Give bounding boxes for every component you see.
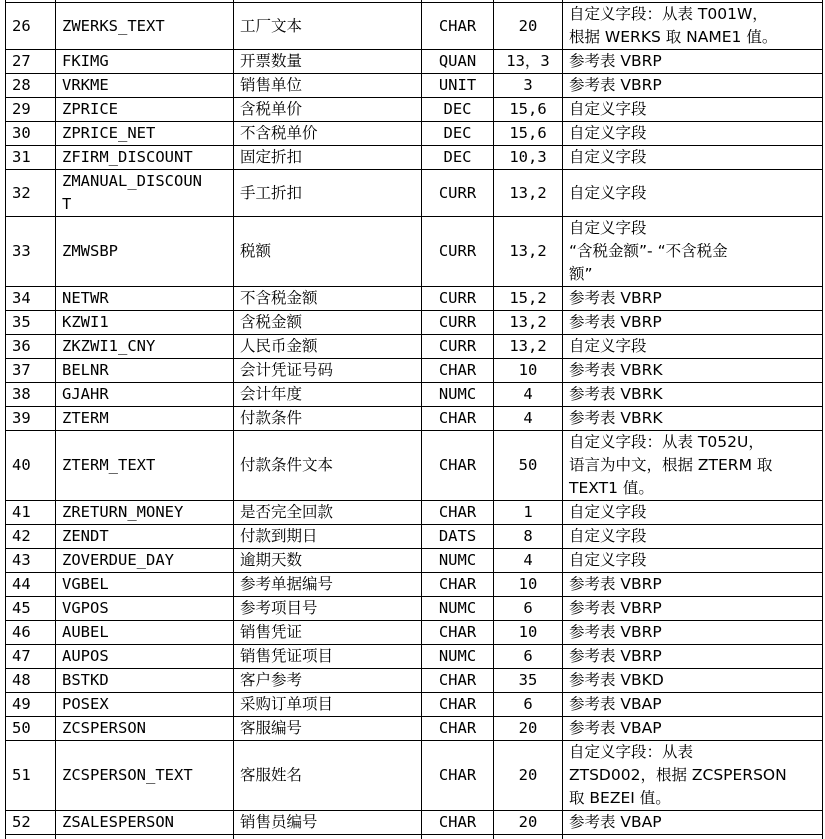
data-type-cell: CHAR: [422, 693, 494, 717]
length-cell: 13,2: [494, 170, 563, 217]
field-name-cell: ZTERM: [56, 407, 234, 431]
table-row: [6, 74, 823, 98]
table-row: [6, 335, 823, 359]
table-row: [6, 549, 823, 573]
remark-cell: 参考表 VBRP: [563, 573, 823, 597]
field-name-cell: ZCSPERSON_TEXT: [56, 741, 234, 811]
field-name-cell: GJAHR: [56, 383, 234, 407]
row-number-cell: 27: [6, 50, 56, 74]
table-row: [6, 717, 823, 741]
field-description-cell: 手工折扣: [234, 170, 422, 217]
data-type-cell: CHAR: [422, 407, 494, 431]
field-name-cell: BSTKD: [56, 669, 234, 693]
length-cell: 50: [494, 431, 563, 501]
row-number-cell: 34: [6, 287, 56, 311]
data-type-cell: DEC: [422, 146, 494, 170]
field-name-cell: ZPRICE: [56, 98, 234, 122]
field-description-cell: 固定折扣: [234, 146, 422, 170]
field-description-cell: 会计年度: [234, 383, 422, 407]
field-name-cell: ZRETURN_MONEY: [56, 501, 234, 525]
table-row: [6, 669, 823, 693]
table-row-partial-bottom: [6, 835, 823, 839]
remark-cell: 参考表 VBRP: [563, 621, 823, 645]
remark-cell: 自定义字段: [563, 146, 823, 170]
length-cell: 15,6: [494, 98, 563, 122]
field-description-cell: 采购订单项目: [234, 693, 422, 717]
field-name-cell: VGBEL: [56, 573, 234, 597]
table-row: [6, 431, 823, 501]
data-type-cell: CURR: [422, 287, 494, 311]
table-row: [6, 146, 823, 170]
field-description-cell: 逾期天数: [234, 549, 422, 573]
length-cell: 10: [494, 573, 563, 597]
table-row: [6, 3, 823, 50]
length-cell: 13，3: [494, 50, 563, 74]
table-row: [6, 170, 823, 217]
data-type-cell: QUAN: [422, 50, 494, 74]
length-cell: 13,2: [494, 311, 563, 335]
field-name-cell: ZMWSBP: [56, 217, 234, 287]
length-cell: 15,2: [494, 287, 563, 311]
remark-cell: 自定义字段: [563, 335, 823, 359]
length-cell: 20: [494, 741, 563, 811]
table-row: [6, 311, 823, 335]
length-cell: 35: [494, 669, 563, 693]
data-type-cell: UNIT: [422, 74, 494, 98]
row-number-cell: 42: [6, 525, 56, 549]
field-description-cell: 含税单价: [234, 98, 422, 122]
row-number-cell: 44: [6, 573, 56, 597]
data-type-cell: DEC: [422, 98, 494, 122]
field-name-cell: ZPRICE_NET: [56, 122, 234, 146]
field-name-cell: NETWR: [56, 287, 234, 311]
row-number-cell: 31: [6, 146, 56, 170]
table-row: [6, 407, 823, 431]
remark-cell: 自定义字段: [563, 525, 823, 549]
data-type-cell: CHAR: [422, 431, 494, 501]
field-name-cell: KZWI1: [56, 311, 234, 335]
field-description-cell: 参考项目号: [234, 597, 422, 621]
length-cell: 10: [494, 359, 563, 383]
field-name-cell: ZSALESPERSON: [56, 811, 234, 835]
row-number-cell: 50: [6, 717, 56, 741]
field-name-cell: ZTERM_TEXT: [56, 431, 234, 501]
remark-cell: 自定义字段：从表 T052U， 语言为中文，根据 ZTERM 取 TEXT1 值。: [563, 431, 823, 501]
field-description-cell: 付款条件文本: [234, 431, 422, 501]
data-type-cell: CURR: [422, 217, 494, 287]
data-type-cell: CHAR: [422, 621, 494, 645]
table-row: [6, 573, 823, 597]
length-cell: 10,3: [494, 146, 563, 170]
length-cell: 20: [494, 3, 563, 50]
table-row: [6, 525, 823, 549]
data-type-cell: DEC: [422, 122, 494, 146]
field-description-cell: 工厂文本: [234, 3, 422, 50]
field-description-cell: 客服编号: [234, 717, 422, 741]
field-name-cell: AUPOS: [56, 645, 234, 669]
remark-cell: 参考表 VBKD: [563, 669, 823, 693]
remark-cell: 参考表 VBRP: [563, 287, 823, 311]
field-description-cell: 不含税单价: [234, 122, 422, 146]
length-cell: 13,2: [494, 217, 563, 287]
data-type-cell: CHAR: [422, 717, 494, 741]
table-row: [6, 597, 823, 621]
field-description-cell: 人民币金额: [234, 335, 422, 359]
row-number-cell: 32: [6, 170, 56, 217]
data-type-cell: CHAR: [422, 573, 494, 597]
remark-cell: 参考表 VBRP: [563, 645, 823, 669]
remark-cell: 参考表 VBRK: [563, 359, 823, 383]
table-row: [6, 359, 823, 383]
length-cell: 6: [494, 597, 563, 621]
field-name-cell: AUBEL: [56, 621, 234, 645]
data-type-cell: NUMC: [422, 597, 494, 621]
row-number-cell: 38: [6, 383, 56, 407]
field-description-cell: 客户参考: [234, 669, 422, 693]
table-row: [6, 645, 823, 669]
field-description-cell: 会计凭证号码: [234, 359, 422, 383]
length-cell: 20: [494, 811, 563, 835]
remark-cell: 参考表 VBRK: [563, 407, 823, 431]
table-row: [6, 383, 823, 407]
field-description-cell: 开票数量: [234, 50, 422, 74]
row-number-cell: 52: [6, 811, 56, 835]
remark-cell: 参考表 VBRK: [563, 383, 823, 407]
field-description-cell: 含税金额: [234, 311, 422, 335]
field-description-cell: 不含税金额: [234, 287, 422, 311]
table-row: [6, 122, 823, 146]
row-number-cell: 51: [6, 741, 56, 811]
data-type-cell: CHAR: [422, 811, 494, 835]
field-name-cell: VGPOS: [56, 597, 234, 621]
data-type-cell: CHAR: [422, 501, 494, 525]
row-number-cell: 48: [6, 669, 56, 693]
field-name-cell: ZENDT: [56, 525, 234, 549]
row-number-cell: 45: [6, 597, 56, 621]
data-type-cell: CHAR: [422, 741, 494, 811]
table-row: [6, 98, 823, 122]
row-number-cell: 41: [6, 501, 56, 525]
remark-cell: 自定义字段：从表 T001W， 根据 WERKS 取 NAME1 值。: [563, 3, 823, 50]
data-type-cell: CURR: [422, 311, 494, 335]
remark-cell: 自定义字段: [563, 98, 823, 122]
field-description-cell: 销售凭证: [234, 621, 422, 645]
length-cell: 4: [494, 407, 563, 431]
table-row: [6, 217, 823, 287]
row-number-cell: 28: [6, 74, 56, 98]
data-type-cell: CHAR: [422, 3, 494, 50]
row-number-cell: 43: [6, 549, 56, 573]
field-name-cell: ZMANUAL_DISCOUN T: [56, 170, 234, 217]
row-number-cell: 36: [6, 335, 56, 359]
field-name-cell: ZCSPERSON: [56, 717, 234, 741]
length-cell: 10: [494, 621, 563, 645]
field-name-cell: ZWERKS_TEXT: [56, 3, 234, 50]
table-row: [6, 693, 823, 717]
remark-cell: 参考表 VBAP: [563, 717, 823, 741]
data-type-cell: NUMC: [422, 645, 494, 669]
row-number-cell: 49: [6, 693, 56, 717]
length-cell: 4: [494, 383, 563, 407]
field-name-cell: BELNR: [56, 359, 234, 383]
field-name-cell: FKIMG: [56, 50, 234, 74]
remark-cell: 参考表 VBAP: [563, 693, 823, 717]
field-description-cell: 付款到期日: [234, 525, 422, 549]
row-number-cell: 29: [6, 98, 56, 122]
table-row: [6, 741, 823, 811]
remark-cell: 自定义字段: [563, 549, 823, 573]
length-cell: 15,6: [494, 122, 563, 146]
data-type-cell: CURR: [422, 335, 494, 359]
length-cell: 6: [494, 645, 563, 669]
length-cell: 20: [494, 717, 563, 741]
length-cell: 8: [494, 525, 563, 549]
field-description-cell: 付款条件: [234, 407, 422, 431]
field-description-cell: 客服姓名: [234, 741, 422, 811]
remark-cell: 参考表 VBRP: [563, 74, 823, 98]
row-number-cell: 46: [6, 621, 56, 645]
remark-cell: 自定义字段：从表 ZTSD002，根据 ZCSPERSON 取 BEZEI 值。: [563, 741, 823, 811]
remark-cell: 参考表 VBRP: [563, 311, 823, 335]
length-cell: 6: [494, 693, 563, 717]
field-description-cell: 参考单据编号: [234, 573, 422, 597]
data-type-cell: CHAR: [422, 669, 494, 693]
length-cell: 3: [494, 74, 563, 98]
row-number-cell: 37: [6, 359, 56, 383]
row-number-cell: 35: [6, 311, 56, 335]
table-row: [6, 621, 823, 645]
remark-cell: 自定义字段: [563, 170, 823, 217]
table-row: [6, 50, 823, 74]
field-description-cell: 税额: [234, 217, 422, 287]
length-cell: 4: [494, 549, 563, 573]
data-type-cell: CURR: [422, 170, 494, 217]
field-name-cell: ZKZWI1_CNY: [56, 335, 234, 359]
field-description-cell: 销售凭证项目: [234, 645, 422, 669]
remark-cell: 自定义字段 “含税金额”- “不含税金 额”: [563, 217, 823, 287]
row-number-cell: 33: [6, 217, 56, 287]
row-number-cell: 26: [6, 3, 56, 50]
field-definition-table: [5, 0, 823, 839]
remark-cell: 参考表 VBAP: [563, 811, 823, 835]
row-number-cell: 47: [6, 645, 56, 669]
table-row: [6, 501, 823, 525]
field-name-cell: VRKME: [56, 74, 234, 98]
length-cell: 1: [494, 501, 563, 525]
remark-cell: 自定义字段: [563, 501, 823, 525]
field-name-cell: POSEX: [56, 693, 234, 717]
field-description-cell: 销售单位: [234, 74, 422, 98]
row-number-cell: 40: [6, 431, 56, 501]
remark-cell: 自定义字段: [563, 122, 823, 146]
remark-cell: 参考表 VBRP: [563, 597, 823, 621]
data-type-cell: NUMC: [422, 549, 494, 573]
data-type-cell: CHAR: [422, 359, 494, 383]
field-description-cell: 销售员编号: [234, 811, 422, 835]
data-type-cell: NUMC: [422, 383, 494, 407]
length-cell: 13,2: [494, 335, 563, 359]
table-row: [6, 811, 823, 835]
table-row: [6, 287, 823, 311]
row-number-cell: 30: [6, 122, 56, 146]
remark-cell: 参考表 VBRP: [563, 50, 823, 74]
row-number-cell: 39: [6, 407, 56, 431]
data-type-cell: DATS: [422, 525, 494, 549]
field-name-cell: ZFIRM_DISCOUNT: [56, 146, 234, 170]
field-description-cell: 是否完全回款: [234, 501, 422, 525]
field-name-cell: ZOVERDUE_DAY: [56, 549, 234, 573]
